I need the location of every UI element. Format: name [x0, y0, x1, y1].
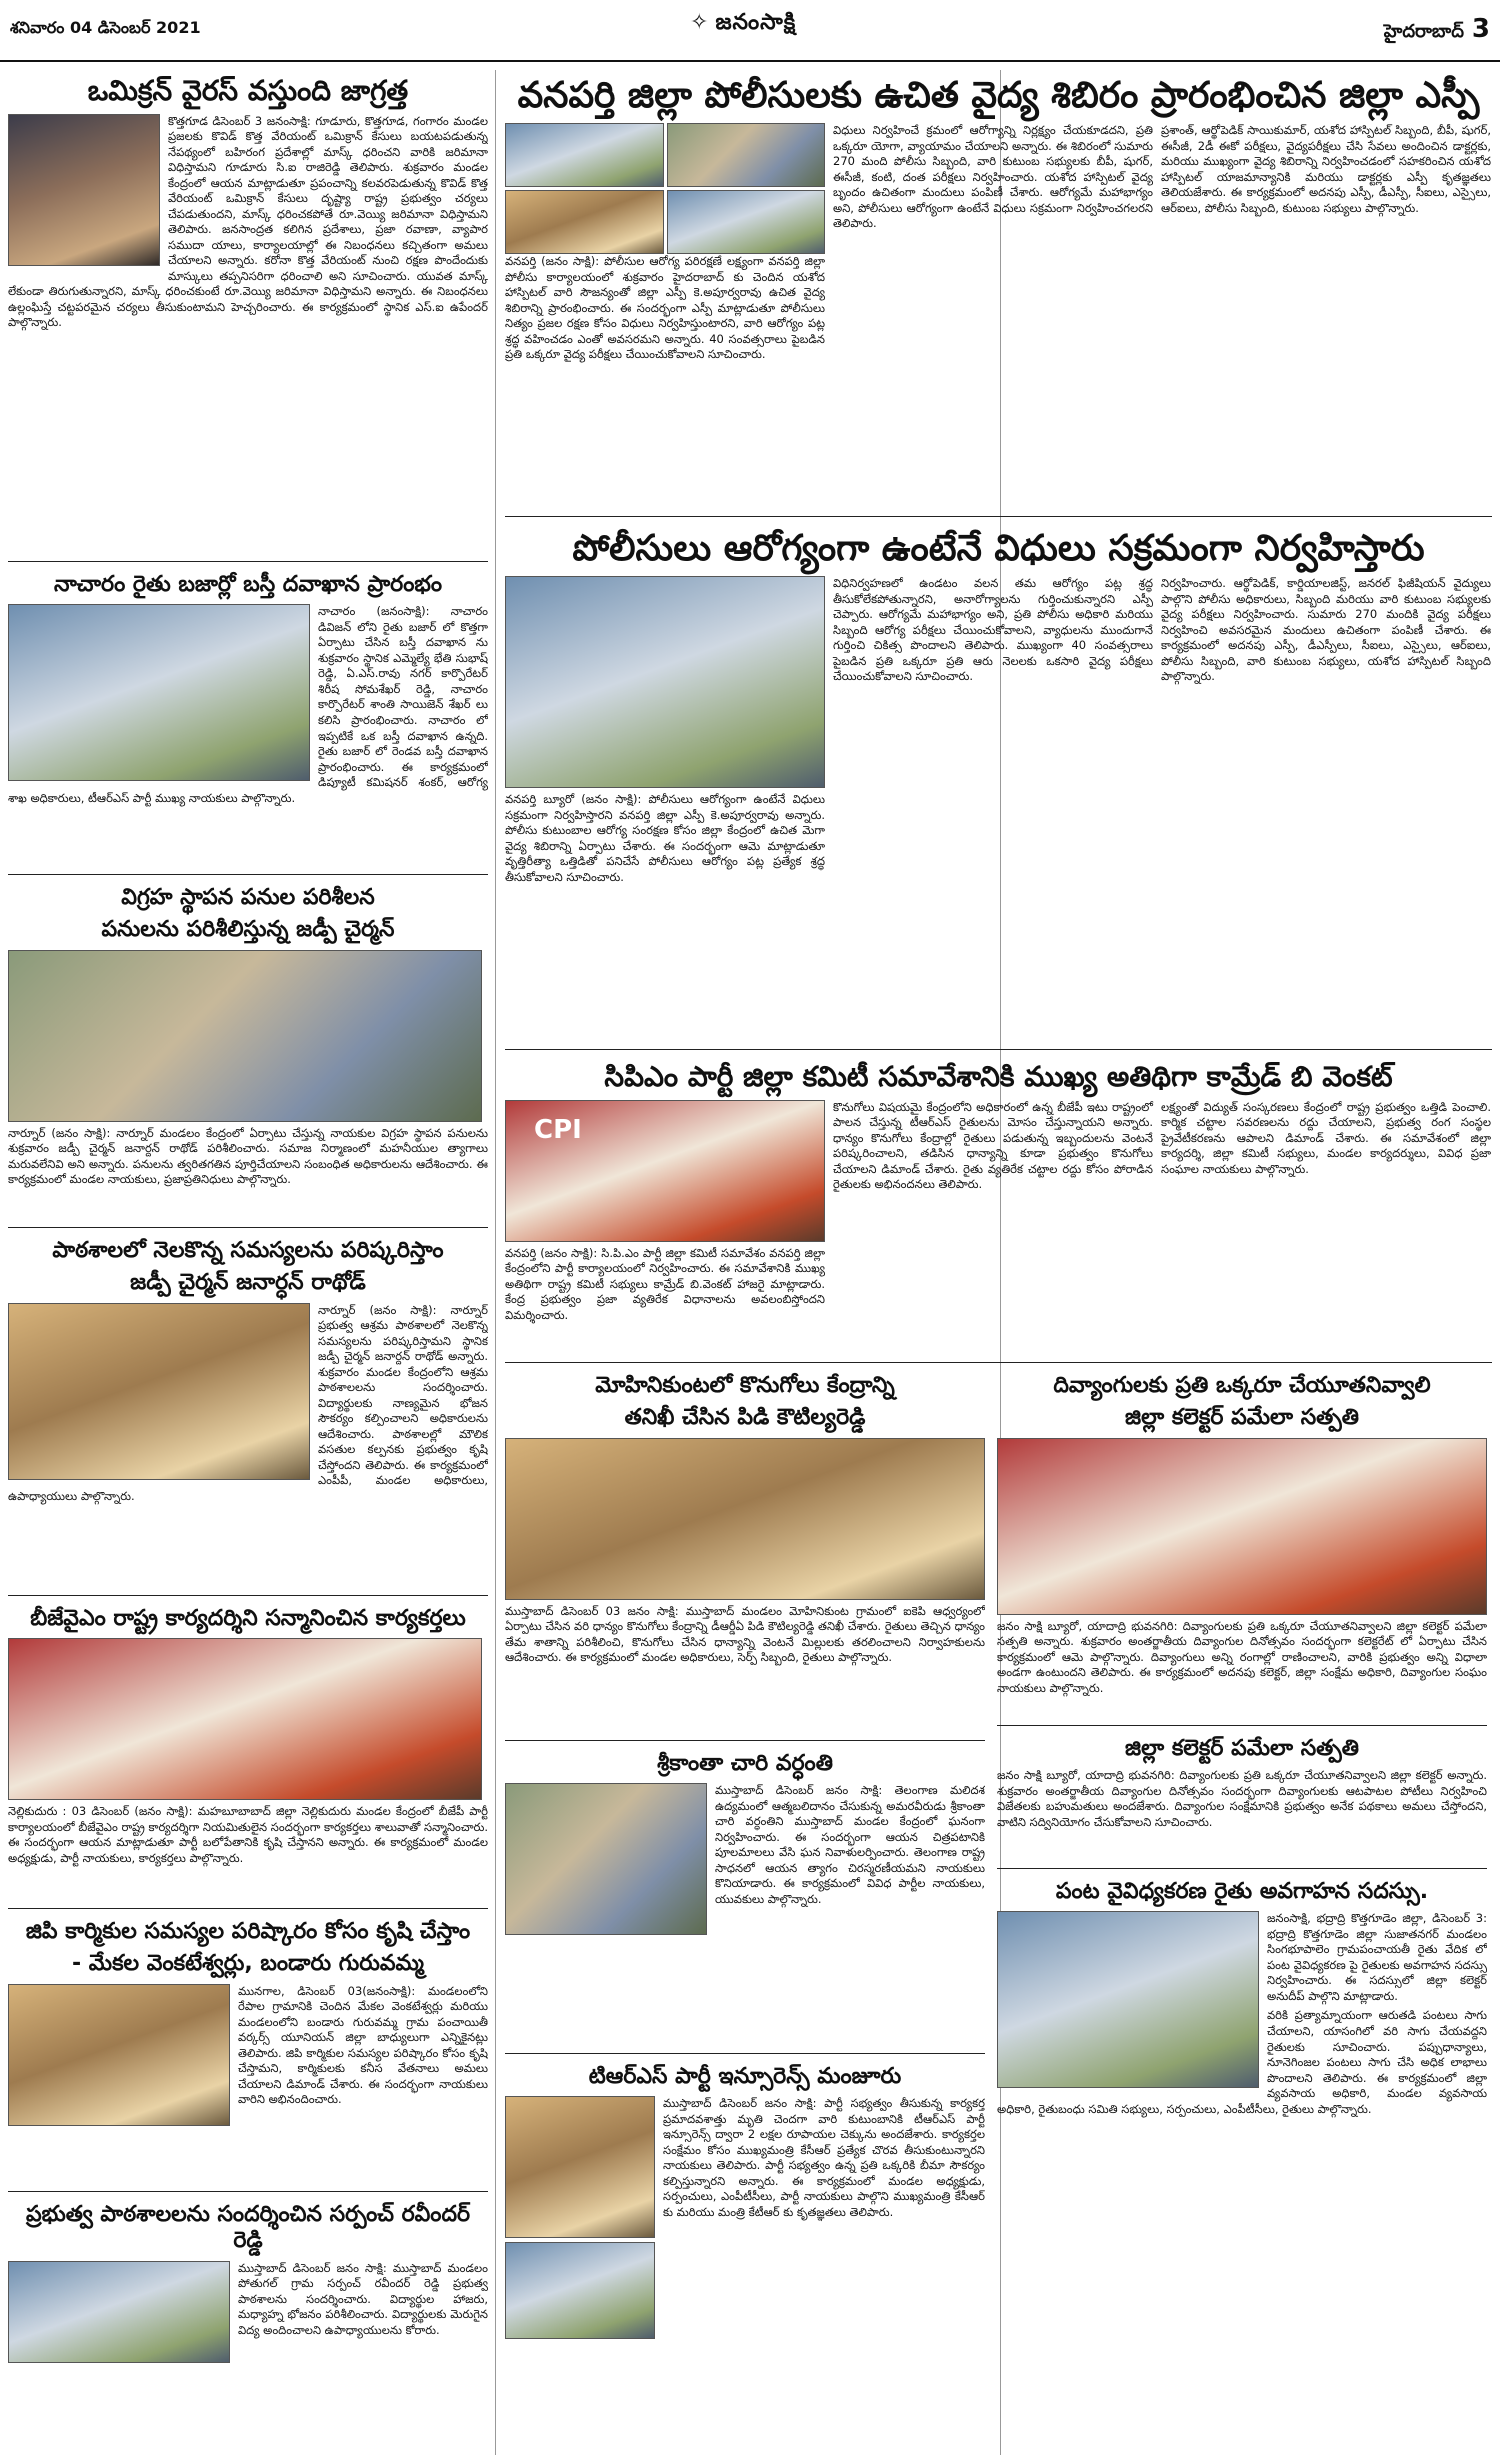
photo-collage	[505, 123, 825, 254]
headline: పోలీసులు ఆరోగ్యంగా ఉంటేనే విధులు సక్రమంగా నిర్వహిస్తారు	[572, 528, 1425, 569]
divider	[8, 1908, 488, 1909]
article-body: విధులు నిర్వహించే క్రమంలో ఆరోగ్యాన్ని నిర్లక్ష్యం చేయకూడదని, ప్రతి ఒక్కరూ యోగా, వ్యాయామం చేయాలని అన్నారు. ఈ శిబిరంలో సుమారు 270 మంది పోలీసు సిబ్బంది, వారి కుటుంబ సభ్యులకు బీపీ, షుగర్, ఈసీజీ, కంటి, దంత పరీక్షలు నిర్వహించారు. యశోద హాస్పిటల్ వైద్య బృందం ఉచితంగా మందులు పంపిణీ చేశారు. ఆరోగ్యమే మహాభాగ్యం అని, పోలీసులు ఆరోగ్యంగా ఉంటేనే విధులు సక్రమంగా నిర్వహించగలరని తెలిపారు.	[833, 123, 1153, 231]
divider	[8, 1595, 488, 1596]
story-school	[8, 1234, 488, 1589]
story-cpm	[505, 1056, 1492, 1356]
city-label	[1384, 14, 1490, 46]
headline: సిపిఎం పార్టీ జిల్లా కమిటీ సమావేశానికి ముఖ్య అతిథిగా కామ్రేడ్ బి వెంకట్	[604, 1060, 1393, 1093]
photo	[505, 190, 664, 254]
subheadline: పనులను పరిశీలిస్తున్న జడ్పీ చైర్మన్	[101, 917, 395, 943]
photo-clinic	[8, 604, 310, 781]
headline: దివ్యాంగులకు ప్రతి ఒక్కరూ చేయూతనివ్వాలి	[1053, 1373, 1431, 1398]
headline: మోహినికుంటలో కొనుగోలు కేంద్రాన్ని	[595, 1373, 895, 1398]
story-trs-insurance	[505, 2060, 985, 2390]
story-sarpanch	[8, 2198, 488, 2368]
story-crop-diversification	[997, 1875, 1487, 2375]
article-body: లక్ష్యంతో విద్యుత్ సంస్కరణలు కేంద్రంలో రాష్ట్ర ప్రభుత్వం ఒత్తిడి పెంచాలి. కార్మిక చట్టాల సవరణలను రద్దు చేయాలని, ప్రభుత్వ రంగ సంస్థల ప్రైవేటీకరణను ఆపాలని డిమాండ్ చేశారు. ఈ సమావేశంలో జిల్లా కార్యదర్శి, జిల్లా కమిటీ సభ్యులు, మండల కార్యదర్శులు, వివిధ ప్రజా సంఘాల నాయకులు పాల్గొన్నారు.	[1161, 1099, 1491, 1176]
article-body: నార్నూర్ (జనం సాక్షి): నార్నూర్ మండలం కేంద్రంలో ఏర్పాటు చేస్తున్న నాయకుల విగ్రహ స్థాపన పనులను శుక్రవారం జడ్పీ చైర్మన్ జనార్దన్ రాథోడ్ పరిశీలించారు. సమాజ నిర్మాణంలో మహనీయుల త్యాగాలు మరువలేనివి అని అన్నారు. పనులను త్వరితగతిన పూర్తిచేయాలని సంబంధిత అధికారులను ఆదేశించారు. ఈ కార్యక్రమంలో మండల నాయకులు, ప్రజాప్రతినిధులు పాల్గొన్నారు.	[8, 1125, 488, 1187]
article-body: జనం సాక్షి బ్యూరో, యాదాద్రి భువనగిరి: దివ్యాంగులకు ప్రతి ఒక్కరూ చేయూతనివ్వాలని జిల్లా కలెక్టర్ పమేలా సత్పతి అన్నారు. శుక్రవారం అంతర్జాతీయ దివ్యాంగుల దినోత్సవం సందర్భంగా కలెక్టరేట్ లో ఏర్పాటు చేసిన కార్యక్రమంలో ఆమె పాల్గొన్నారు. దివ్యాంగులు అన్ని రంగాల్లో రాణించాలని, వారికి ప్రభుత్వం అన్ని విధాలా అండగా ఉంటుందని తెలిపారు. ఈ కార్యక్రమంలో అదనపు కలెక్టర్, జిల్లా సంక్షేమ అధికారి, దివ్యాంగుల సంఘం నాయకులు పాల్గొన్నారు.	[997, 1618, 1487, 1695]
banner-text: CPI	[534, 1114, 582, 1145]
photo-leader	[505, 2096, 655, 2238]
column-divider	[495, 70, 496, 2455]
story-nacharam	[8, 568, 488, 868]
story-zp-inspection	[8, 881, 488, 1221]
photo-leader-2	[505, 2242, 655, 2339]
newspaper-logo: ✧ జనంసాక్షి	[690, 10, 796, 40]
issue-date: శనివారం 04 డిసెంబర్ 2021	[10, 18, 201, 37]
page-number: 3	[1471, 14, 1490, 44]
article-body: వనపర్తి (జనం సాక్షి): పోలీసుల ఆరోగ్య పరిరక్షణే లక్ష్యంగా వనపర్తి జిల్లా పోలీసు కార్యాలయంలో శుక్రవారం హైదరాబాద్ కు చెందిన యశోద హాస్పిటల్ వారి సౌజన్యంతో జిల్లా ఎస్పీ కె.అపూర్వరావు ఉచిత వైద్య శిబిరాన్ని ప్రారంభించారు. ఈ సందర్భంగా ఎస్పీ మాట్లాడుతూ పోలీసులు నిత్యం ప్రజల రక్షణ కోసం విధులు నిర్వహిస్తుంటారని, వారి ఆరోగ్యం పట్ల శ్రద్ధ వహించడం ఎంతో అవసరమని అన్నారు. 40 సంవత్సరాలు పైబడిన ప్రతి ఒక్కరూ వైద్య పరీక్షలు చేయించుకోవాలని సూచించారు.	[505, 254, 825, 362]
headline: టిఆర్ఎస్ పార్టీ ఇన్సూరెన్స్ మంజూరు	[588, 2064, 902, 2089]
photo-gp-leaders	[8, 1984, 230, 2126]
photo-health-camp	[505, 576, 825, 788]
subheadline: - మేకల వెంకటేశ్వర్లు, బండారు గురువమ్మ	[72, 1951, 424, 1977]
headline: జిల్లా కలెక్టర్ పమేలా సత్పతి	[1125, 1736, 1359, 1761]
divider	[505, 516, 1492, 517]
headline: శ్రీకాంతా చారి వర్ధంతి	[657, 1751, 833, 1776]
divider	[505, 1740, 985, 1741]
story-wanaparthy-camp	[505, 70, 1492, 510]
article-body: కొనుగోలు విషయమై కేంద్రంలోని అధికారంలో ఉన్న బీజేపీ ఇటు రాష్ట్రంలో పాలన చేస్తున్న టీఆర్ఎస్ రైతులను మోసం చేస్తున్నాయని అన్నారు. ధాన్యం కొనుగోలు కేంద్రాల్లో రైతులు పడుతున్న ఇబ్బందులను వెంటనే పరిష్కరించాలని, తడిసిన ధాన్యాన్ని కూడా ప్రభుత్వం కొనుగోలు చేయాలని డిమాండ్ చేశారు. రైతు వ్యతిరేక చట్టాల రద్దు కోసం పోరాడిన రైతులకు అభినందనలు తెలిపారు.	[833, 1099, 1153, 1192]
masthead	[0, 0, 1500, 62]
article-body: కొత్తగూడ డిసెంబర్ 3 జనంసాక్షి: గూడూరు, కొత్తగూడ, గంగారం మండల ప్రజలకు కొవిడ్ కొత్త వేరియంట్ ఒమిక్రాన్ కేసులు బయటపడుతున్న నేపథ్యంలో బహిరంగ ప్రదేశాల్లో మాస్క్ ధరించని వారికి జరిమానా విధిస్తామని గూడూరు సి.ఐ రాజిరెడ్డి తెలిపారు. శుక్రవారం మండల కేంద్రంలో ఆయన మాట్లాడుతూ ప్రపంచాన్ని కలవరపెడుతున్న కొవిడ్ కొత్త వేరియంట్ ఒమిక్రాన్ కేసులు దృష్ట్యా రాష్ట్ర ప్రభుత్వం చర్యలు చేపడుతుందని, మాస్క్ ధరించకపోతే రూ.వెయ్యి జరిమానా విధిస్తామని తెలిపారు. జనసాంద్రత కలిగిన ప్రదేశాలు, ప్రజా రవాణా, వ్యాపార సముదా యాలు, కార్యాలయాల్లో ఈ నిబంధనలు కచ్చితంగా అమలు చేయాలని అన్నారు. కరోనా కొత్త వేరియంట్ నుంచి రక్షణ పొందేందుకు మాస్కులు తప్పనిసరిగా ధరించాలి అని సూచించారు. యువత మాస్క్ లేకుండా తిరుగుతున్నారని, మాస్క్ ధరించకుంటే రూ.వెయ్యి జరిమానా విధిస్తామని అన్నారు. ఈ నిబంధనలు ఉల్లంఘిస్తే చట్టపరమైన చర్యలు తీసుకుంటామని హెచ్చరించారు. ఈ కార్యక్రమంలో స్థానిక ఎస్.ఐ ఉపేందర్ పాల్గొన్నారు.	[8, 113, 488, 330]
article-body: వనపర్తి బ్యూరో (జనం సాక్షి): పోలీసులు ఆరోగ్యంగా ఉంటేనే విధులు సక్రమంగా నిర్వహిస్తారని వనపర్తి జిల్లా ఎస్పీ కె.అపూర్వరావు అన్నారు. పోలీసు కుటుంబాల ఆరోగ్య సంరక్షణ కోసం జిల్లా కేంద్రంలో ఉచిత మెగా వైద్య శిబిరాన్ని ఏర్పాటు చేశారు. ఈ సందర్భంగా ఆమె మాట్లాడుతూ వృత్తిరీత్యా ఒత్తిడితో పనిచేసే పోలీసులు ఆరోగ్యం పట్ల ప్రత్యేక శ్రద్ధ తీసుకోవాలని సూచించారు.	[505, 792, 825, 884]
divider	[505, 2053, 985, 2054]
photo-paddy-centre	[505, 1438, 985, 1600]
headline: బీజేవైఎం రాష్ట్ర కార్యదర్శిని సన్మానించిన కార్యకర్తలు	[30, 1606, 466, 1631]
headline: నాచారం రైతు బజార్లో బస్తీ దవాఖాన ప్రారంభం	[53, 572, 443, 597]
headline: విగ్రహ స్థాపన పనుల పరిశీలన	[121, 885, 375, 910]
article-body: జనం సాక్షి బ్యూరో, యాదాద్రి భువనగిరి: దివ్యాంగులకు ప్రతి ఒక్కరూ చేయూతనివ్వాలని జిల్లా కలెక్టర్ అన్నారు. శుక్రవారం అంతర్జాతీయ దివ్యాంగుల దినోత్సవం సందర్భంగా దివ్యాంగులకు ఆటపాటల పోటీలు నిర్వహించి విజేతలకు బహుమతులు అందజేశారు. దివ్యాంగుల సంక్షేమానికి ప్రభుత్వం అనేక పథకాలు అమలు చేస్తోందని, వాటిని సద్వినియోగం చేసుకోవాలని సూచించారు.	[997, 1768, 1487, 1829]
divider	[8, 561, 488, 562]
story-srikanthachari	[505, 1747, 985, 2047]
headline: జిపి కార్మికుల సమస్యల పరిష్కారం కోసం కృషి చేస్తాం	[25, 1919, 471, 1944]
article-body: ప్రశాంత్, ఆర్థోపెడిక్ సాయికుమార్, యశోద హాస్పిటల్ సిబ్బంది, బీపీ, షుగర్, ఈసీజీ, 2డీ ఈకో పరీక్షలు, వైద్యపరీక్షలు చేసి సేవలు అందించిన డాక్టర్లకు, మరియు ముఖ్యంగా వైద్య శిబిరాన్ని నిర్వహించడంలో సహకరించిన యశోద హాస్పిటల్ యాజమాన్యానికి మరియు డాక్టర్లకు ఎస్పీ కృతజ్ఞతలు తెలియజేశారు. ఈ కార్యక్రమంలో అదనపు ఎస్పీ, డీఎస్పీ, సీఐలు, ఎస్సైలు, ఆర్ఐలు, పోలీసు సిబ్బంది, కుటుంబ సభ్యులు పాల్గొన్నారు.	[1161, 123, 1491, 215]
photo-school	[8, 1303, 310, 1480]
article-body: ముస్తాబాద్ డిసెంబర్ జనం సాక్షి: ముస్తాబాద్ మండలం పోతుగల్ గ్రామ సర్పంచ్ రవీందర్ రెడ్డి ప్రభుత్వ పాఠశాలను సందర్శించారు. విద్యార్థుల హాజరు, మధ్యాహ్న భోజనం పరిశీలించారు. విద్యార్థులకు మెరుగైన విద్య అందించాలని ఉపాధ్యాయులను కోరారు.	[238, 2260, 488, 2337]
photo-memorial	[505, 1783, 707, 1935]
article-body: ముస్తాబాద్ డిసెంబర్ 03 జనం సాక్షి: ముస్తాబాద్ మండలం మోహినికుంట గ్రామంలో ఐకెపి ఆధ్వర్యంలో ఏర్పాటు చేసిన వరి ధాన్యం కొనుగోలు కేంద్రాన్ని డీఆర్డీఏ పిడి కౌటిల్యరెడ్డి తనిఖీ చేశారు. రైతులు తెచ్చిన ధాన్యం తేమ శాతాన్ని పరిశీలించి, కొనుగోలు చేసిన ధాన్యాన్ని వెంటనే మిల్లులకు తరలించాలని నిర్వాహకులను ఆదేశించారు. ఈ కార్యక్రమంలో మండల అధికారులు, సెర్ప్ సిబ్బంది, రైతులు పాల్గొన్నారు.	[505, 1603, 985, 1665]
story-gp-workers	[8, 1915, 488, 2185]
headline: ప్రభుత్వ పాఠశాలలను సందర్శించిన సర్పంచ్ రవీందర్ రెడ్డి	[25, 2202, 471, 2254]
divider	[505, 1049, 1492, 1050]
article-body: జనంసాక్షి, భద్రాద్రి కొత్తగూడెం జిల్లా, డిసెంబర్ 3: భద్రాద్రి కొత్తగూడెం జిల్లా సుజాతనగర్ మండలం సింగభూపాలెం గ్రామపంచాయతీ రైతు వేదిక లో పంట వైవిధ్యకరణ పై రైతులకు అవగాహన సదస్సు నిర్వహించారు. ఈ సదస్సులో జిల్లా కలెక్టర్ అనుదీప్ పాల్గొని మాట్లాడారు.	[1267, 1911, 1487, 2003]
article-body: వరికి ప్రత్యామ్నాయంగా ఆరుతడి పంటలు సాగు చేయాలని, యాసంగిలో వరి సాగు చేయవద్దని రైతులకు సూచించారు. పప్పుధాన్యాలు, నూనెగింజల పంటలు సాగు చేసి అధిక లాభాలు పొందాలని తెలిపారు. ఈ కార్యక్రమంలో జిల్లా వ్యవసాయ అధికారి, మండల వ్యవసాయ అధికారి, రైతుబంధు సమితి సభ్యులు, సర్పంచులు, ఎంపీటీసీలు, రైతులు పాల్గొన్నారు.	[997, 2008, 1487, 2116]
photo	[505, 123, 664, 187]
divider	[505, 1362, 1492, 1363]
article-body: నార్నూర్ (జనం సాక్షి): నార్నూర్ ప్రభుత్వ ఆశ్రమ పాఠశాలలో నెలకొన్న సమస్యలను పరిష్కరిస్తామని స్థానిక జడ్పీ చైర్మన్ జనార్దన్ రాథోడ్ అన్నారు. శుక్రవారం మండల కేంద్రంలోని ఆశ్రమ పాఠశాలలను సందర్శించారు. విద్యార్థులకు నాణ్యమైన భోజన సౌకర్యం కల్పించాలని అధికారులను ఆదేశించారు. పాఠశాలల్లో మౌలిక వసతుల కల్పనకు ప్రభుత్వం కృషి చేస్తోందని తెలిపారు. ఈ కార్యక్రమంలో ఎంపీపీ, మండల అధికారులు, ఉపాధ్యాయులు పాల్గొన్నారు.	[8, 1302, 488, 1503]
photo-officer	[8, 114, 160, 266]
photo-site	[8, 950, 482, 1122]
photo	[667, 123, 826, 187]
divider	[997, 1868, 1487, 1869]
divider	[8, 2191, 488, 2192]
story-omicron	[8, 70, 488, 555]
article-body: ముస్తాబాద్ డిసెంబర్ జనం సాక్షి: తెలంగాణ మలిదశ ఉద్యమంలో ఆత్మబలిదానం చేసుకున్న అమరవీరుడు శ్రీకాంతా చారి వర్ధంతిని ముస్తాబాద్ మండల కేంద్రంలో ఘనంగా నిర్వహించారు. ఈ సందర్భంగా ఆయన చిత్రపటానికి పూలమాలలు వేసి ఘన నివాళులర్పించారు. తెలంగాణ రాష్ట్ర సాధనలో ఆయన త్యాగం చిరస్మరణీయమని నాయకులు కొనియాడారు. ఈ కార్యక్రమంలో వివిధ పార్టీల నాయకులు, యువకులు పాల్గొన్నారు.	[715, 1783, 985, 1906]
subheadline: జడ్పీ చైర్మన్ జనార్ధన్ రాథోడ్	[130, 1270, 366, 1296]
article-body: నాచారం (జనంసాక్షి): నాచారం డివిజన్ లోని రైతు బజార్ లో కొత్తగా ఏర్పాటు చేసిన బస్తీ దవాఖాన ను శుక్రవారం స్థానిక ఎమ్మెల్యే భేతి సుభాష్ రెడ్డి, ఏ.ఎస్.రావు నగర్ కార్పొరేటర్ శిరీష సోమశేఖర్ రెడ్డి, నాచారం కార్పొరేటర్ శాంతి సాయిజెన్ శేఖర్ లు కలిసి ప్రారంభించారు. నాచారం లో ఇప్పటికే ఒక బస్తీ దవాఖాన ఉన్నది. రైతు బజార్ లో రెండవ బస్తీ దవాఖాన ప్రారంభించారు. ఈ కార్యక్రమంలో డిప్యూటీ కమిషనర్ శంకర్, ఆరోగ్య శాఖ అధికారులు, టీఆర్ఎస్ పార్టీ ముఖ్య నాయకులు పాల్గొన్నారు.	[8, 604, 488, 805]
story-collector	[997, 1732, 1487, 1862]
story-police-health	[505, 523, 1492, 1043]
divider	[997, 1725, 1487, 1726]
article-body: నెల్లికుదురు : 03 డిసెంబర్ (జనం సాక్షి): మహబూబాబాద్ జిల్లా నెల్లికుదురు మండల కేంద్రంలో బీజేపీ పార్టీ కార్యాలయంలో బీజేవైఎం రాష్ట్ర కార్యదర్శిగా నియమితులైన సందర్భంగా కార్యకర్తలు శాలువాతో సన్మానించారు. ఈ సందర్భంగా ఆయన మాట్లాడుతూ పార్టీ బలోపేతానికి కృషి చేస్తానని అన్నారు. ఈ కార్యక్రమంలో మండల అధ్యక్షుడు, పార్టీ నాయకులు, కార్యకర్తలు పాల్గొన్నారు.	[8, 1804, 488, 1865]
headline: పాఠశాలలో నెలకొన్న సమస్యలను పరిష్కరిస్తాం	[52, 1238, 444, 1263]
subheadline: జిల్లా కలెక్టర్ పమేలా సత్పతి	[1125, 1405, 1359, 1431]
article-body: మునగాల, డిసెంబర్ 03(జనంసాక్షి): మండలంలోని రేపాల గ్రామానికి చెందిన మేకల వెంకటేశ్వర్లు మరియు మండలంలోని బండారు గురువమ్మ గ్రామ పంచాయితీ వర్కర్స్ యూనియన్ జిల్లా బాధ్యులుగా ఎన్నికైనట్లు తెలిపారు. జిపి కార్మికుల సమస్యల పరిష్కారం కోసం కృషి చేస్తామని, కార్మికులకు కనీస వేతనాలు అమలు చేయాలని డిమాండ్ చేశారు. ఈ సందర్భంగా నాయకులు వారిని అభినందించారు.	[238, 1983, 488, 2107]
photo-cpm-meeting	[505, 1100, 825, 1242]
article-body: నిర్వహించారు. ఆర్థోపెడిక్, కార్డియాలజిస్ట్, జనరల్ ఫిజీషియన్ వైద్యులు పాల్గొని పోలీసు అధికారులు, సిబ్బంది మరియు వారి కుటుంబ సభ్యులకు వైద్య పరీక్షలు నిర్వహించారు. సుమారు 270 మందికి వైద్య పరీక్షలు నిర్వహించి అవసరమైన మందులు ఉచితంగా పంపిణీ చేశారు. ఈ కార్యక్రమంలో అదనపు ఎస్పీ, డీఎస్పీలు, సీఐలు, ఎస్సైలు, ఆర్ఐలు, పోలీసు సిబ్బంది, వారి కుటుంబ సభ్యులు, యశోద హాస్పిటల్ సిబ్బంది పాల్గొన్నారు.	[1161, 576, 1491, 684]
photo-felicitation	[8, 1638, 482, 1800]
divider	[8, 874, 488, 875]
photo-collector-event	[997, 1438, 1487, 1615]
photo	[667, 190, 826, 254]
story-mohinikunta	[505, 1369, 985, 1734]
headline: ఒమిక్రన్ వైరస్ వస్తుంది జాగ్రత్త	[87, 74, 409, 107]
article-body: ముస్తాబాద్ డిసెంబర్ జనం సాక్షి: పార్టీ సభ్యత్వం తీసుకున్న కార్యకర్త ప్రమాదవశాత్తు మృతి చెందగా వారి కుటుంబానికి టీఆర్ఎస్ పార్టీ ఇన్సూరెన్స్ ద్వారా 2 లక్షల రూపాయల చెక్కును అందజేశారు. కార్యకర్తల సంక్షేమం కోసం ముఖ్యమంత్రి కేసీఆర్ ప్రత్యేక చొరవ తీసుకుంటున్నారని నాయకులు తెలిపారు. పార్టీ సభ్యత్వం ఉన్న ప్రతి ఒక్కరికి బీమా సౌకర్యం కల్పిస్తున్నారని అన్నారు. ఈ కార్యక్రమంలో మండల అధ్యక్షుడు, సర్పంచులు, ఎంపీటీసీలు, పార్టీ నాయకులు పాల్గొని ముఖ్యమంత్రి కేసీఆర్ కు మరియు మంత్రి కేటీఆర్ కు కృతజ్ఞతలు తెలిపారు.	[663, 2096, 985, 2219]
city-name: హైదరాబాద్	[1383, 21, 1464, 42]
story-disabled-support	[997, 1369, 1487, 1719]
article-body: వనపర్తి (జనం సాక్షి): సి.పి.ఎం పార్టీ జిల్లా కమిటీ సమావేశం వనపర్తి జిల్లా కేంద్రంలోని పార్టీ కార్యాలయంలో నిర్వహించారు. ఈ సమావేశానికి ముఖ్య అతిథిగా రాష్ట్ర కమిటీ సభ్యులు కామ్రేడ్ బి.వెంకట్ హాజరై మాట్లాడారు. కేంద్ర ప్రభుత్వం ప్రజా వ్యతిరేక విధానాలను అవలంబిస్తోందని విమర్శించారు.	[505, 1245, 825, 1322]
headline: వనపర్తి జిల్లా పోలీసులకు ఉచిత వైద్య శిబిరం ప్రారంభించిన జిల్లా ఎస్పీ	[517, 75, 1480, 116]
photo-farmer-meeting	[997, 1911, 1259, 2088]
left-column	[8, 70, 488, 2368]
divider	[8, 1227, 488, 1228]
story-bjym	[8, 1602, 488, 1902]
photo-school-visit	[8, 2261, 230, 2363]
main-column	[505, 70, 1492, 2390]
subheadline: తనిఖీ చేసిన పిడి కౌటిల్యరెడ్డి	[624, 1405, 866, 1431]
article-body: విధినిర్వహణలో ఉండటం వలన తమ ఆరోగ్యం పట్ల శ్రద్ధ తీసుకోలేకపోతున్నారని, అనారోగ్యాలను గుర్తించుకున్నారని ఎస్పీ చెప్పారు. ఆరోగ్యమే మహాభాగ్యం అని, ప్రతి పోలీసు అధికారి మరియు సిబ్బంది ఆరోగ్య పరీక్షలు చేయించుకోవాలని, వ్యాధులను ముందుగానే గుర్తించి చికిత్స పొందాలని తెలిపారు. ముఖ్యంగా 40 సంవత్సరాలు పైబడిన ప్రతి ఒక్కరూ ప్రతి ఆరు నెలలకు ఒకసారి వైద్య పరీక్షలు చేయించుకోవాలని సూచించారు.	[833, 576, 1153, 684]
headline: పంట వైవిధ్యకరణ రైతు అవగాహన సదస్సు.	[1055, 1879, 1429, 1904]
